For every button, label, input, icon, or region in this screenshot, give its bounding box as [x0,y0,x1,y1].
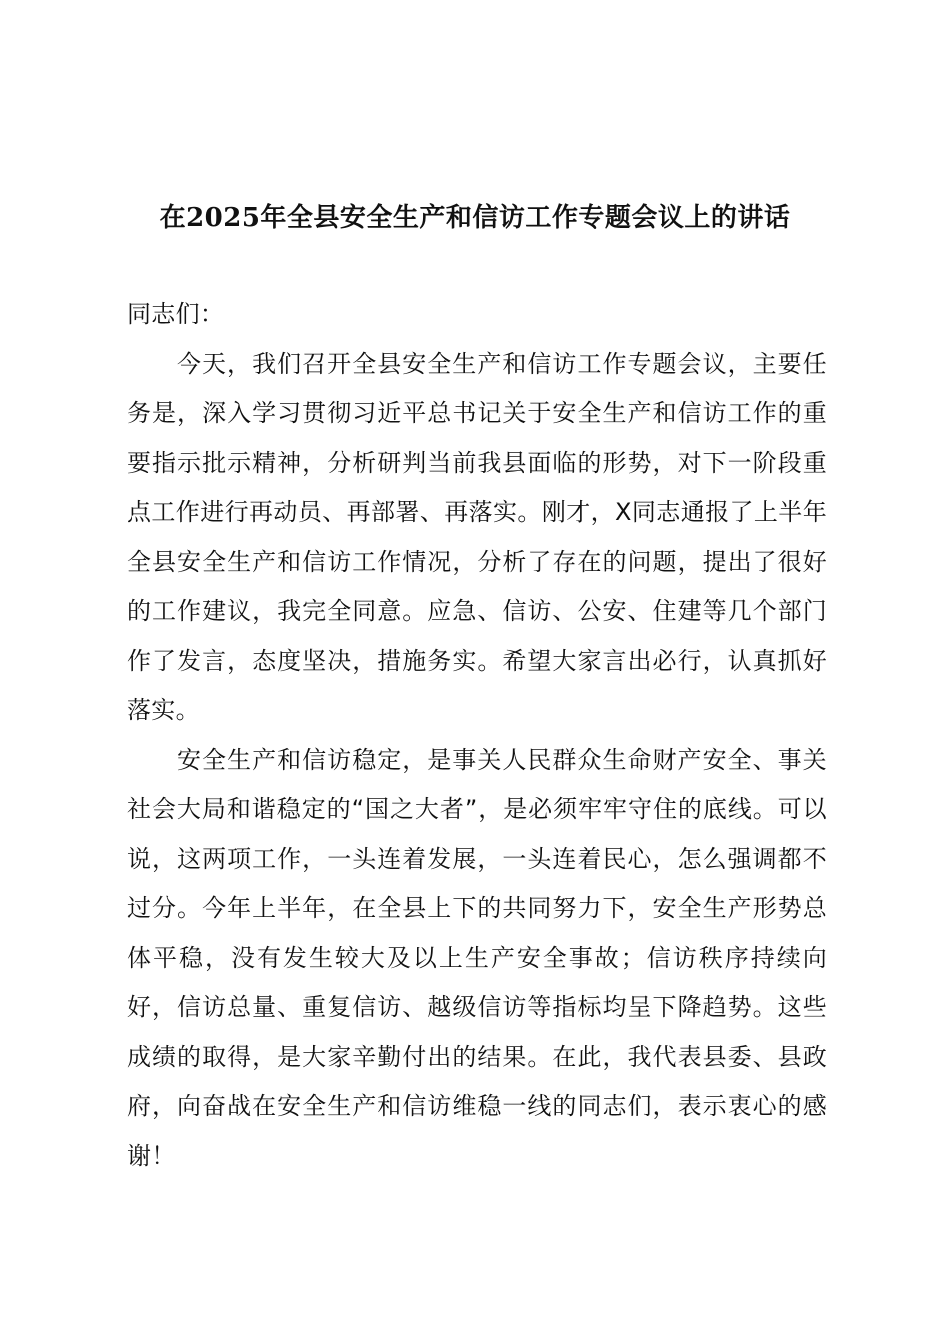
document-body [127,290,827,1181]
paragraph: 安全生产和信访稳定，是事关人民群众生命财产安全、事关社会大局和谐稳定的“国之大者”，是必须牢牢守住的底线。可以说，这两项工作，一头连着发展，一头连着民心，怎么强调都不过分。今年上半年，在全县上下的共同努力下，安全生产形势总体平稳，没有发生较大及以上生产安全事故；信访秩序持续向好，信访总量、重复信访、越级信访等指标均呈下降趋势。这些成绩的取得，是大家辛勤付出的结果。在此，我代表县委、县政府，向奋战在安全生产和信访维稳一线的同志们，表示衷心的感谢！ [127,745,827,1170]
paragraph: 今天，我们召开全县安全生产和信访工作专题会议，主要任务是，深入学习贯彻习近平总书记关于安全生产和信访工作的重要指示批示精神，分析研判当前我县面临的形势，对下一阶段重点工作进行再动员、再部署、再落实。刚才，X同志通报了上半年全县安全生产和信访工作情况，分析了存在的问题，提出了很好的工作建议，我完全同意。应急、信访、公安、住建等几个部门作了发言，态度坚决，措施务实。希望大家言出必行，认真抓好落实。 [127,349,827,724]
document-title: 在2025年全县安全生产和信访工作专题会议上的讲话 [159,203,791,233]
salutation: 同志们： [127,300,225,328]
